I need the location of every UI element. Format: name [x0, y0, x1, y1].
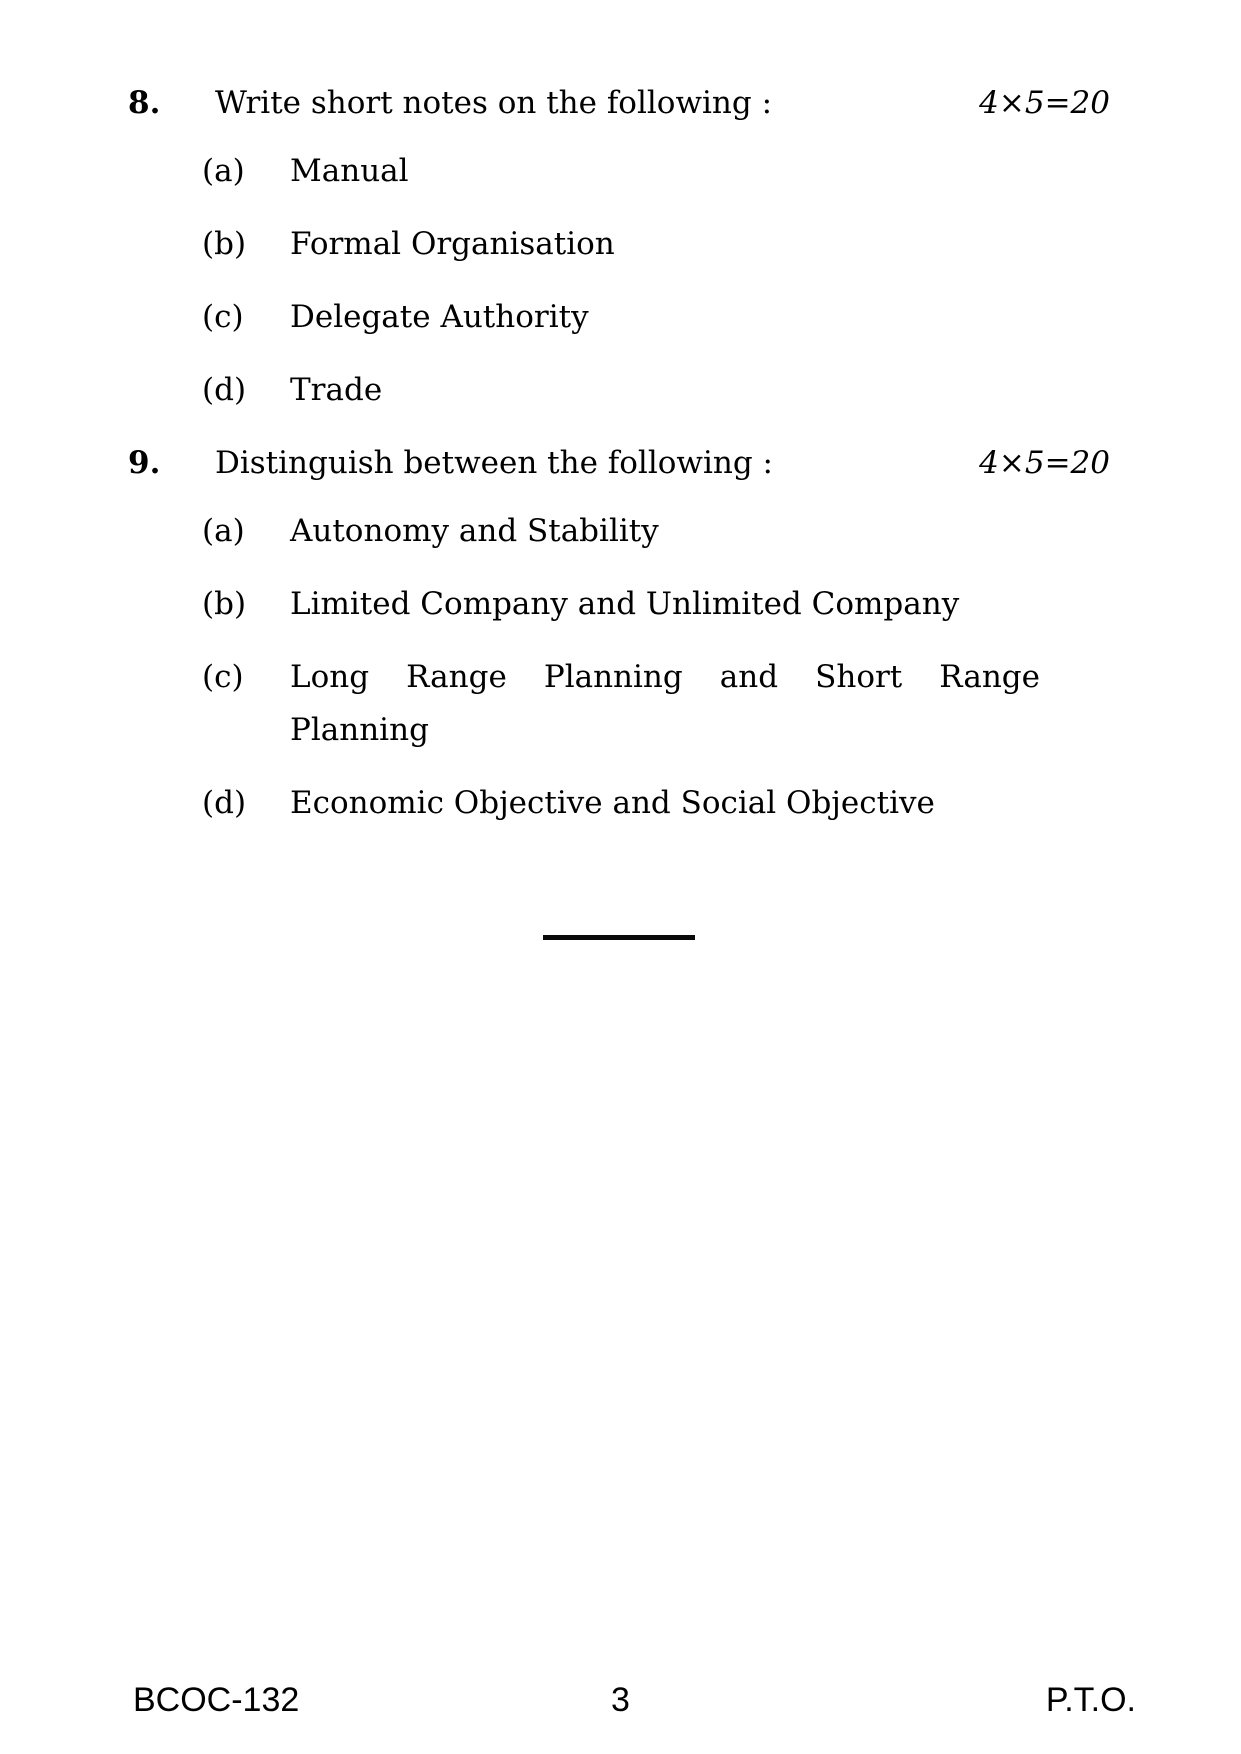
item-row: [202, 584, 1110, 624]
question-marks: 4×5=20: [979, 445, 1110, 481]
item-label: (c): [202, 659, 244, 695]
question-number: 8.: [128, 85, 161, 121]
questions-section: [128, 83, 1110, 856]
question-number: 9.: [128, 445, 161, 481]
item-label: (d): [202, 372, 247, 408]
item-line: Planning: [290, 712, 429, 748]
item-text: [290, 511, 1040, 551]
item-label: (d): [202, 785, 247, 821]
item-row: [202, 657, 1110, 750]
item-line: Autonomy and Stability: [290, 513, 659, 549]
item-text: [290, 657, 1040, 750]
question-header: [128, 83, 1110, 123]
paper-code-label: BCOC-132: [133, 1681, 300, 1719]
item-row: [202, 511, 1110, 551]
item-text: [290, 224, 1040, 264]
item-text: [290, 151, 1040, 191]
item-line: Trade: [290, 372, 383, 408]
item-label: (b): [202, 586, 247, 622]
item-row: [202, 151, 1110, 191]
item-text: [290, 370, 1040, 410]
item-line: Formal Organisation: [290, 226, 615, 262]
end-of-questions-divider: [543, 935, 695, 940]
item-label: (a): [202, 153, 245, 189]
item-row: [202, 783, 1110, 823]
item-row: [202, 370, 1110, 410]
item-label: (a): [202, 513, 245, 549]
question-marks: 4×5=20: [979, 85, 1110, 121]
question-text: Write short notes on the following :: [215, 85, 773, 121]
item-label: (b): [202, 226, 247, 262]
item-line: Manual: [290, 153, 409, 189]
item-text: [290, 297, 1040, 337]
pto-label: P.T.O.: [1045, 1681, 1136, 1719]
item-line: Economic Objective and Social Objective: [290, 785, 935, 821]
question-header: [128, 443, 1110, 483]
item-label: (c): [202, 299, 244, 335]
item-row: [202, 297, 1110, 337]
item-row: [202, 224, 1110, 264]
item-text: [290, 783, 1040, 823]
item-text: [290, 584, 1040, 624]
item-line: Delegate Authority: [290, 299, 589, 335]
page-footer: [0, 1678, 1241, 1722]
question-block: [128, 443, 1110, 823]
page-number: 3: [611, 1681, 630, 1719]
item-line: Limited Company and Unlimited Company: [290, 586, 960, 622]
question-text: Distinguish between the following :: [215, 445, 773, 481]
item-line: Long Range Planning and Short Range: [290, 659, 1040, 695]
question-block: [128, 83, 1110, 410]
